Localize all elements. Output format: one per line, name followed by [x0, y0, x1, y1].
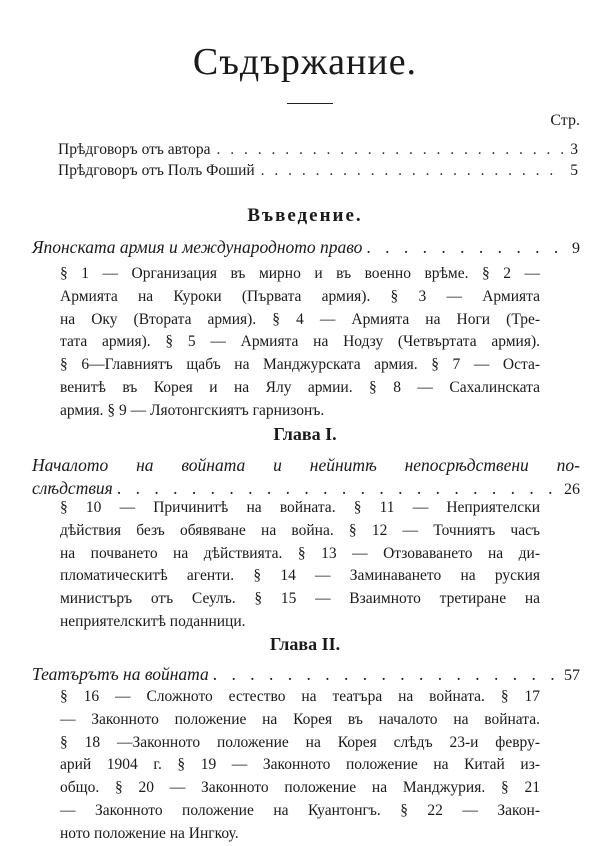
toc-entry-chapter-2[interactable]	[32, 664, 580, 685]
desc-line: — Законното положение на Корея въ началото на войната.	[60, 710, 540, 728]
entry-title: Театърътъ на войната	[32, 664, 209, 684]
entry-page: 26	[564, 481, 580, 498]
desc-line: — Законното положение на Куантонгъ. § 22 — Закон-	[60, 801, 540, 819]
leader-dots	[366, 237, 568, 258]
entry-title-line-1: Началото на войната и нейнитѣ непосрѣдствени по-	[32, 455, 580, 475]
leader-dots	[117, 478, 560, 499]
toc-entry-foshiy-preface[interactable]	[58, 162, 578, 180]
desc-line: министъръ отъ Сеулъ. § 15 — Взаимното третиране на	[60, 590, 540, 608]
entry-page: 5	[570, 162, 578, 179]
toc-entry-chapter-1[interactable]	[32, 455, 580, 499]
desc-line: § 16 — Сложното естество на театъра на войната. § 17	[60, 688, 540, 705]
entry-title: Японската армия и международното право	[32, 237, 363, 257]
desc-line: § 18 —Законното положение на Корея слѣдъ 23-и февру-	[60, 733, 540, 751]
desc-line: тата армия). § 5 — Армията на Нодзу (Четвъртата армия).	[60, 333, 540, 351]
desc-line: на Оку (Втората армия). § 4 — Армията на Ноги (Тре-	[60, 310, 540, 328]
entry-page: 3	[570, 141, 578, 158]
entry-title-line-2: слѣдствия	[32, 478, 113, 498]
desc-line: арий 1904 г. § 19 — Законното положение на Китай из-	[60, 756, 540, 774]
chapter-2-description	[60, 686, 540, 846]
desc-line: венитѣ въ Корея и на Ялу армии. § 8 — Сахалинската	[60, 378, 540, 396]
chapter-1-heading: Глава I.	[273, 424, 337, 444]
title-divider	[287, 103, 333, 104]
leader-dots	[261, 162, 565, 180]
chapter-1-description	[60, 497, 540, 634]
desc-line: армия. § 9 — Ляотонгскиятъ гарнизонъ.	[60, 401, 325, 419]
desc-line: неприятелскитѣ поданници.	[60, 612, 246, 630]
desc-line: на почването на дѣйствията. § 13 — Отзоваването на ди-	[60, 544, 540, 562]
leader-dots	[213, 664, 560, 685]
desc-line: Армията на Куроки (Първата армия). § 3 — Армията	[60, 287, 540, 305]
desc-line: ното положение на Ингкоу.	[60, 824, 239, 842]
chapter-2-heading: Глава II.	[269, 634, 341, 654]
desc-line: общо. § 20 — Законното положение на Манджурия. § 21	[60, 779, 540, 797]
toc-entry-author-preface[interactable]	[58, 141, 578, 159]
desc-line: § 1 — Организация въ мирно и въ военно врѣме. § 2 —	[60, 265, 540, 282]
desc-line: пломатическитѣ агенти. § 14 — Заминаването на руския	[60, 567, 540, 585]
entry-page: 57	[564, 667, 580, 684]
page-title: Съдържание.	[192, 41, 418, 83]
toc-entry-intro[interactable]	[32, 237, 580, 258]
desc-line: дѣйствия безъ обявяване на война. § 12 — Точниятъ часъ	[60, 521, 540, 539]
entry-page: 9	[572, 240, 580, 257]
entry-label: Прѣдговоръ отъ Полъ Фоший	[58, 162, 255, 179]
leader-dots	[217, 141, 565, 159]
entry-label: Прѣдговоръ отъ автора	[58, 141, 211, 158]
desc-line: § 10 — Причинитѣ на войната. § 11 — Неприятелски	[60, 499, 540, 516]
desc-line: § 6—Главниятъ щабъ на Манджурската армия. § 7 — Оста-	[60, 356, 540, 374]
pages-column-label: Стр.	[550, 112, 580, 129]
intro-heading: Въведение.	[247, 205, 363, 226]
intro-description	[60, 263, 540, 423]
